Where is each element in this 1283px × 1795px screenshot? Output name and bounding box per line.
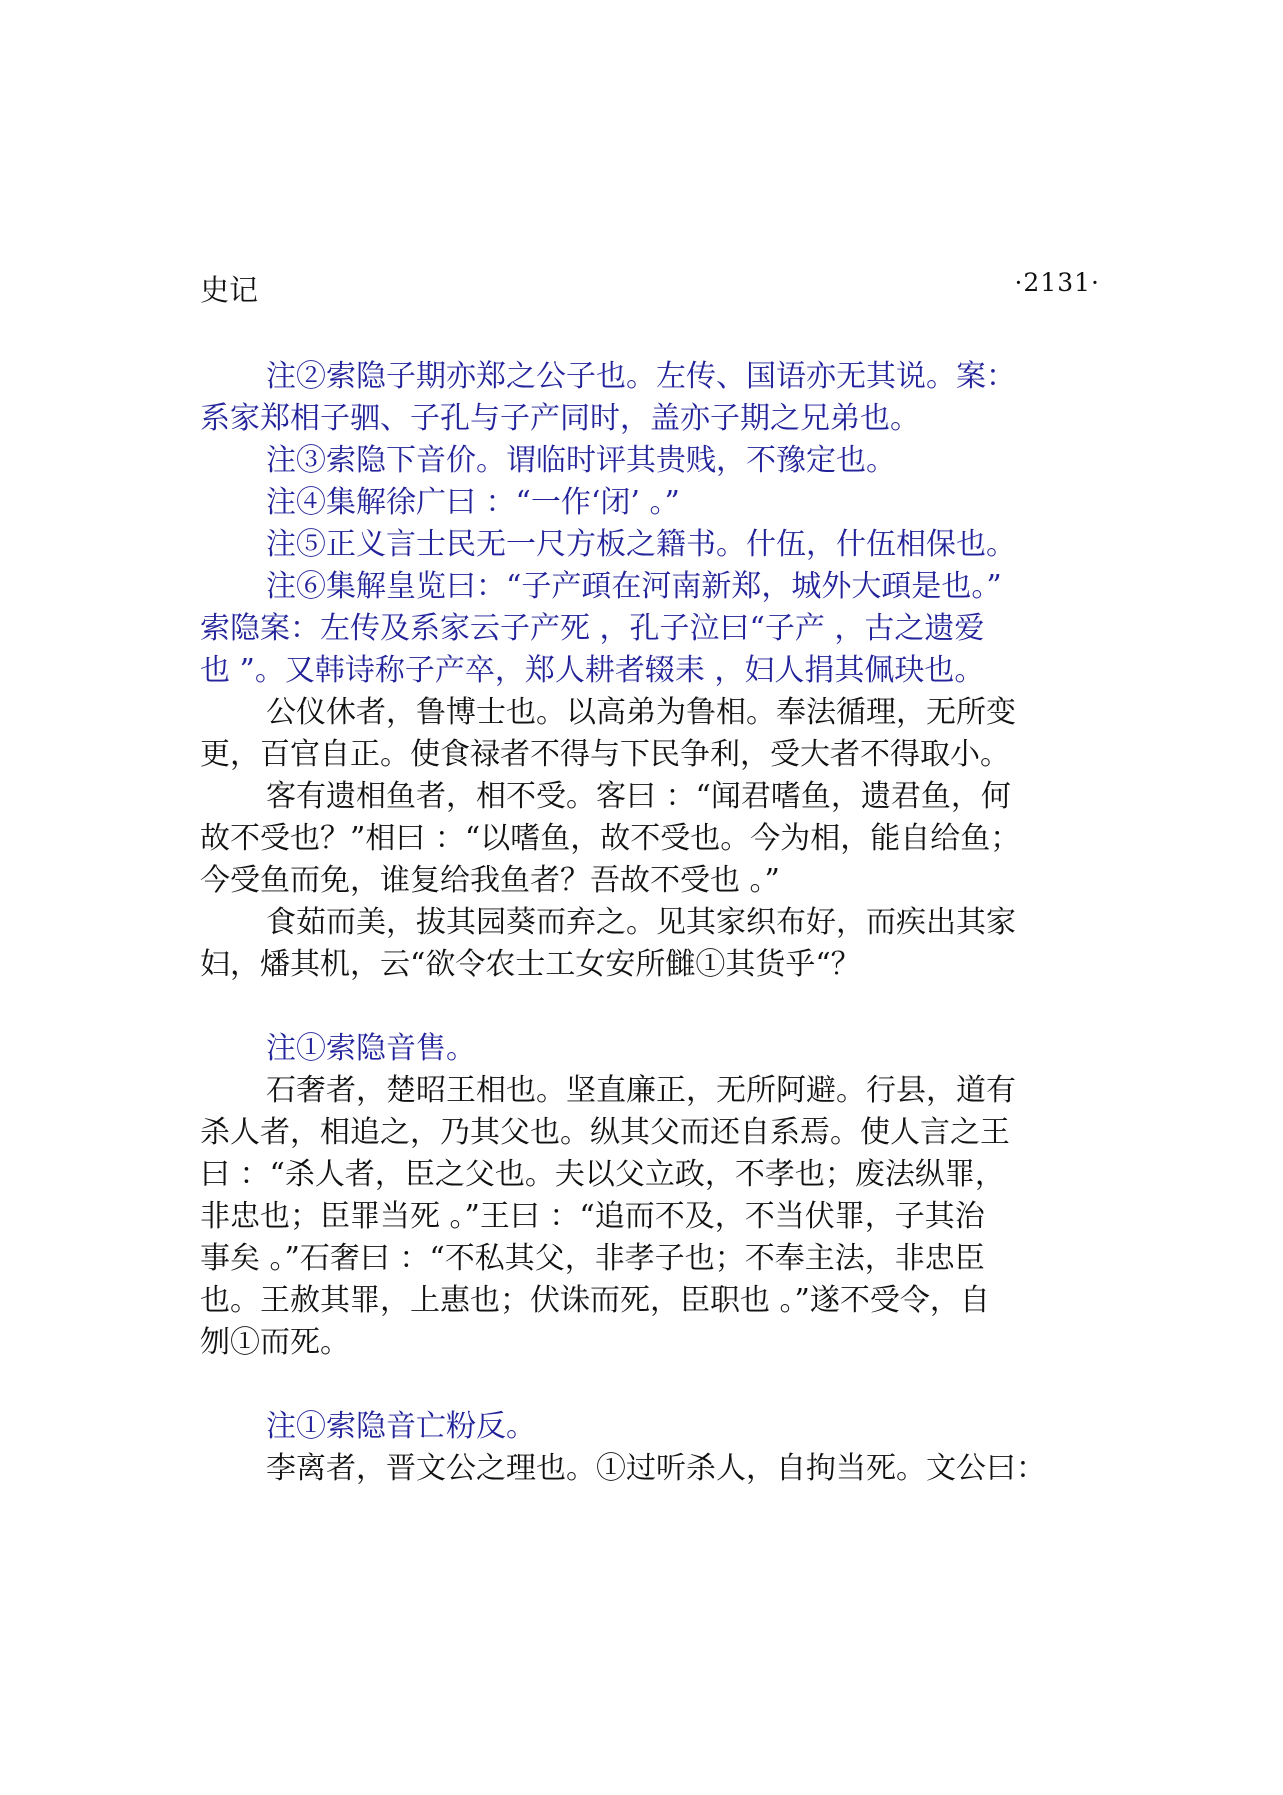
annotation-line: 注⑥集解皇览曰：“子产頙在河南新郑，城外大頙是也。” bbox=[266, 569, 1002, 604]
text-line: 客有遗相鱼者，相不受。客曰 ：“闻君嗜鱼，遗君鱼，何 bbox=[266, 779, 1011, 814]
text-line: 刎①而死。 bbox=[200, 1325, 350, 1360]
text-line: 曰 ：“杀人者，臣之父也。夫以父立政，不孝也；废法纵罪， bbox=[200, 1157, 1005, 1192]
annotation-line: 索隐案：左传及系家云子产死 ，孔子泣曰“子产 ，古之遗爱 bbox=[200, 611, 985, 646]
text-line: 食茹而美，拔其园葵而弃之。见其家织布好，而疾出其家 bbox=[266, 905, 1016, 940]
text-line: 也。王赦其罪，上惠也；伏诛而死，臣职也 。”遂不受令，自 bbox=[200, 1283, 990, 1318]
annotation-line: 注③索隐下音价。谓临时评其贵贱，不豫定也。 bbox=[266, 443, 896, 478]
annotation-line: 注④集解徐广曰 ：“一作‘闭’ 。” bbox=[266, 485, 680, 520]
text-line: 故不受也？”相曰 ：“以嗜鱼，故不受也。今为相，能自给鱼； bbox=[200, 821, 1021, 856]
page-header bbox=[200, 268, 1100, 312]
book-title: 史记 bbox=[200, 273, 259, 307]
annotation-line: 注①索隐音亡粉反。 bbox=[266, 1409, 536, 1444]
page-body bbox=[200, 356, 1090, 1490]
text-line: 石奢者，楚昭王相也。坚直廉正，无所阿避。行县，道有 bbox=[266, 1073, 1016, 1108]
text-line: 非忠也；臣罪当死 。”王曰 ：“追而不及，不当伏罪，子其治 bbox=[200, 1199, 985, 1234]
annotation-line: 也 ”。又韩诗称子产卒，郑人耕者辍耒 ，妇人捐其佩玦也。 bbox=[200, 653, 985, 688]
annotation-line: 注②索隐子期亦郑之公子也。左传、国语亦无其说。案： bbox=[266, 359, 1016, 394]
text-line: 更，百官自正。使食禄者不得与下民争利，受大者不得取小。 bbox=[200, 737, 1010, 772]
annotation-line: 注①索隐音售。 bbox=[266, 1031, 476, 1066]
annotation-line: 注⑤正义言士民无一尺方板之籍书。什伍，什伍相保也。 bbox=[266, 527, 1016, 562]
text-line: 杀人者，相追之，乃其父也。纵其父而还自系焉。使人言之王 bbox=[200, 1115, 1010, 1150]
text-line: 妇，燔其机，云“欲令农士工女安所雠①其货乎“？ bbox=[200, 947, 861, 982]
text-line: 公仪休者，鲁博士也。以高弟为鲁相。奉法循理，无所变 bbox=[266, 695, 1016, 730]
annotation-line: 系家郑相子驷、子孔与子产同时，盖亦子期之兄弟也。 bbox=[200, 401, 920, 436]
text-line: 李离者，晋文公之理也。①过听杀人，自拘当死。文公曰： bbox=[266, 1451, 1046, 1486]
text-line: 事矣 。”石奢曰 ：“不私其父，非孝子也；不奉主法，非忠臣 bbox=[200, 1241, 985, 1276]
page-number: ·2131· bbox=[1014, 268, 1100, 297]
text-line: 今受鱼而免，谁复给我鱼者？吾故不受也 。” bbox=[200, 863, 780, 898]
